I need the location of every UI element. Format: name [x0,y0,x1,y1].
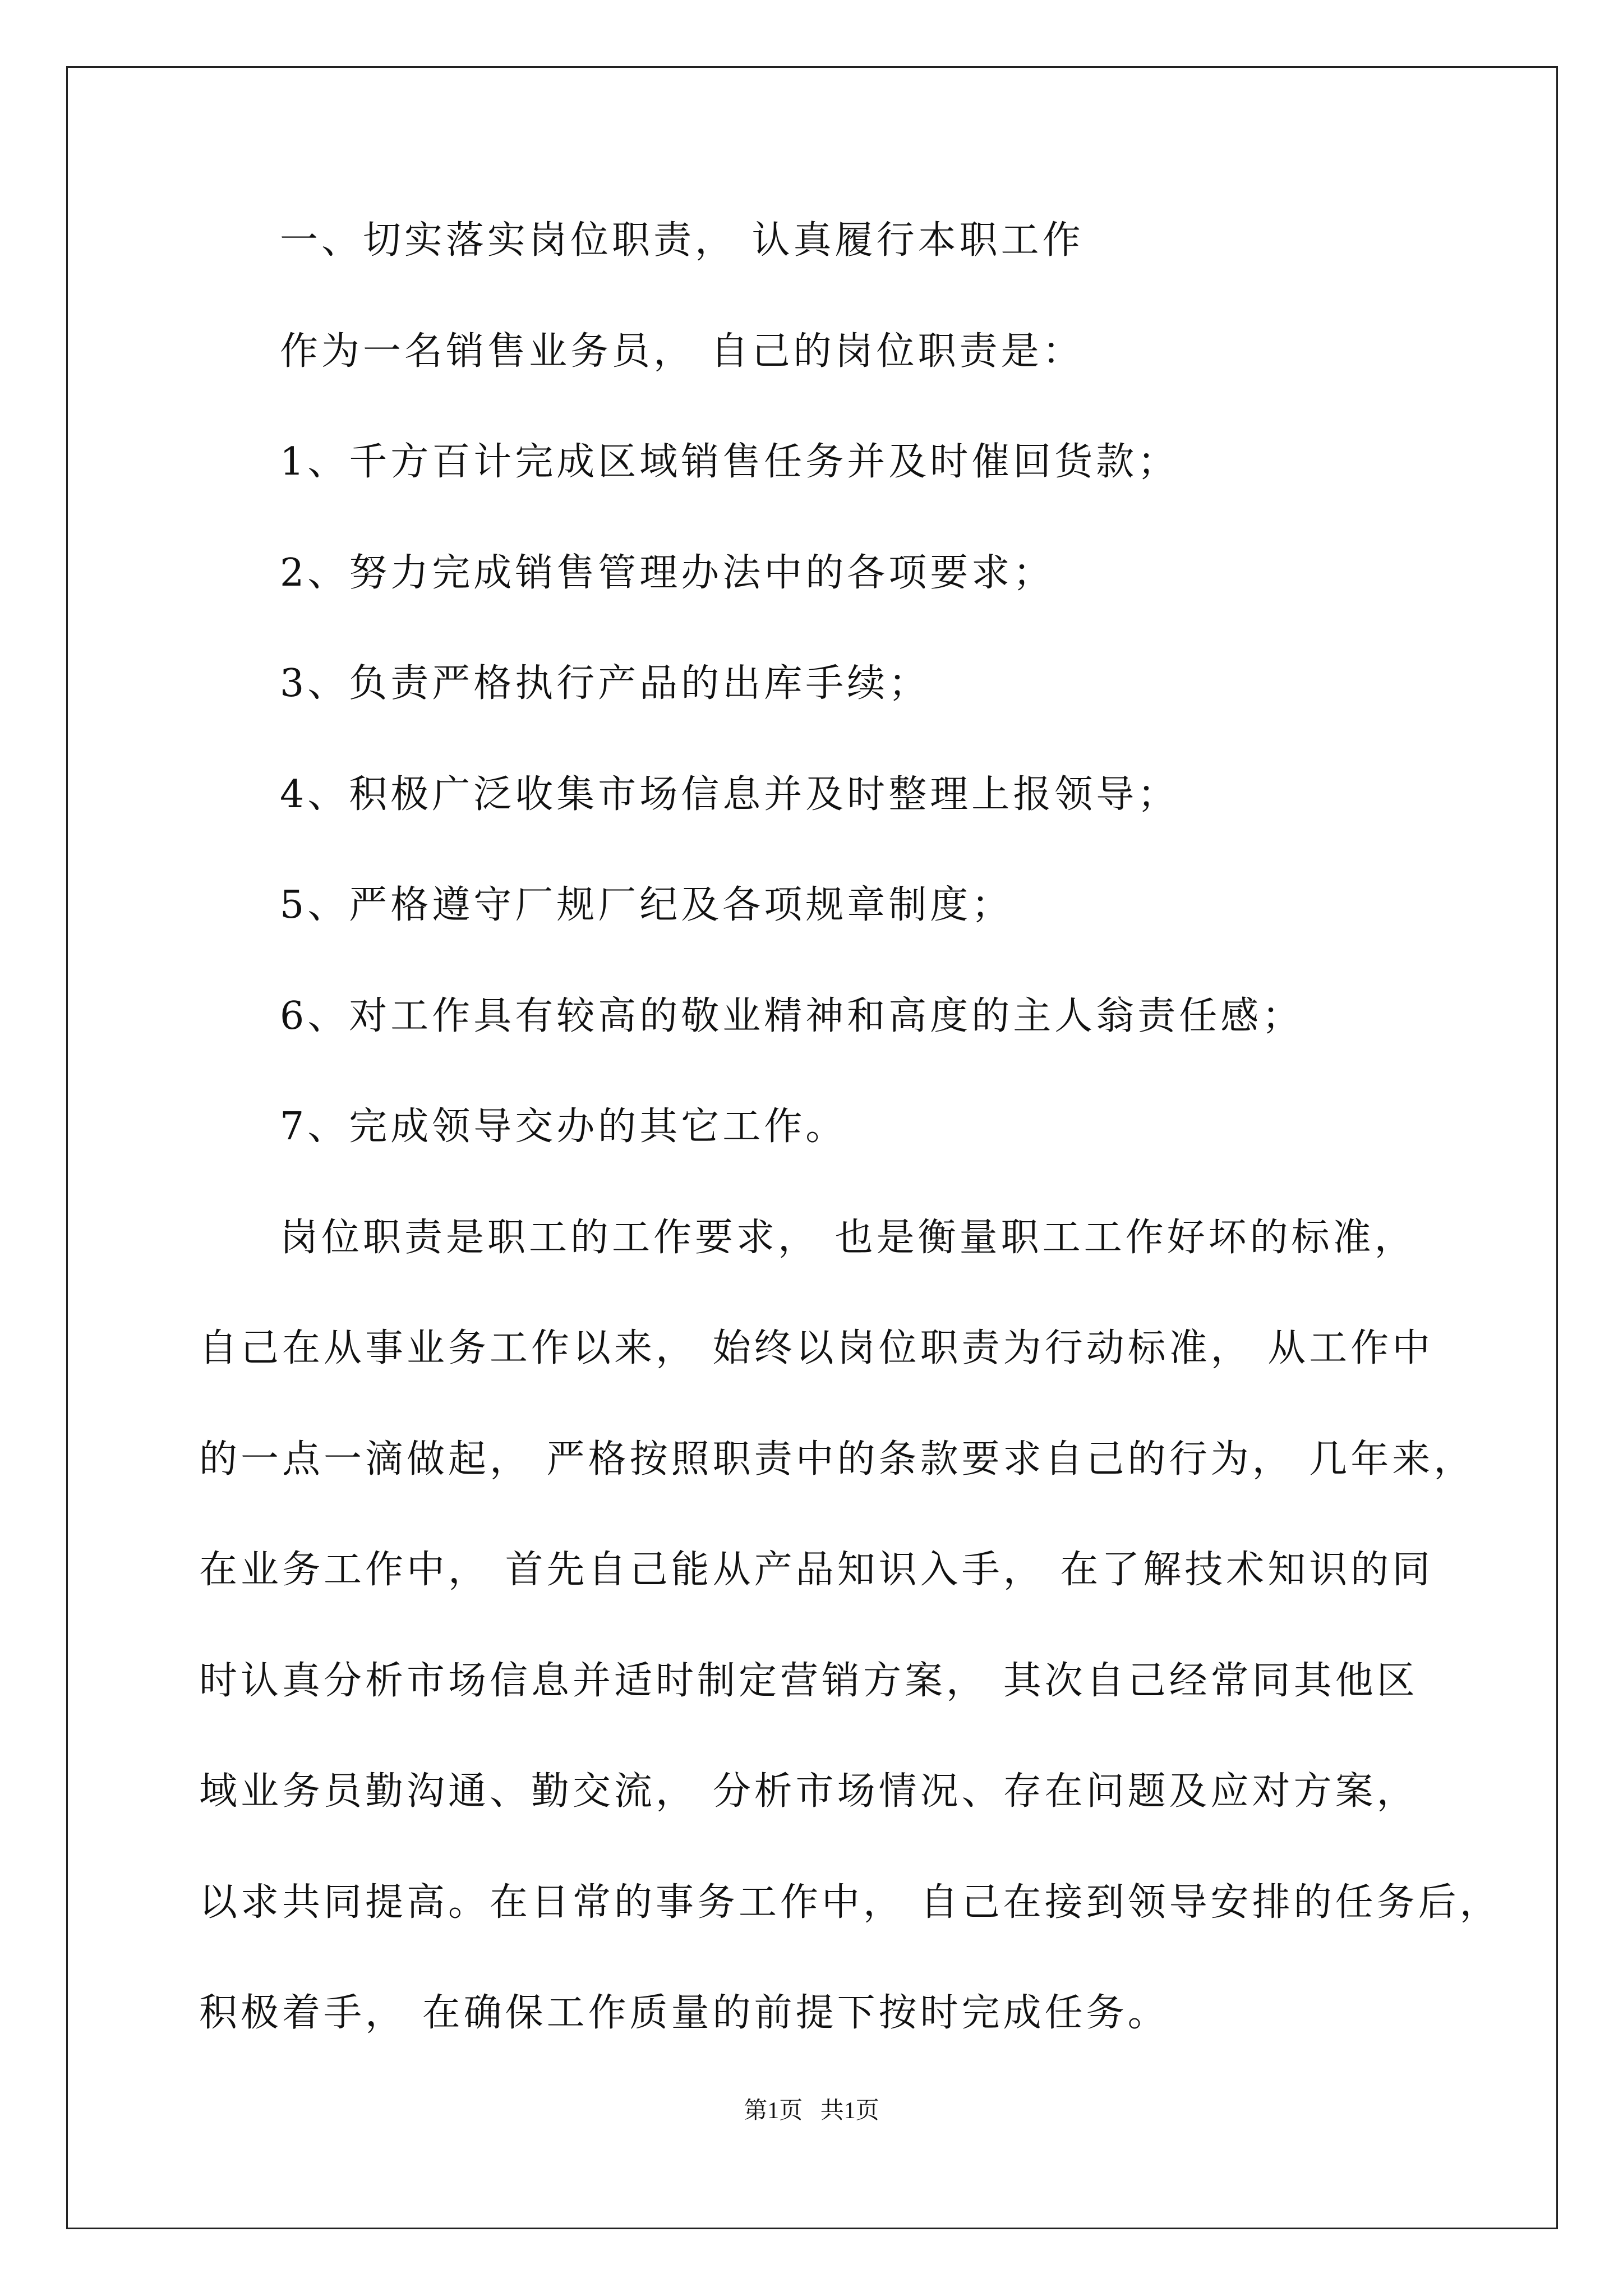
paragraph-line: 的一点一滴做起， 严格按照职责中的条款要求自己的行为， 几年来， [199,1437,1476,1481]
duty-item-4: 4、积极广泛收集市场信息并及时整理上报领导； [280,772,1179,817]
paragraph-line: 域业务员勤沟通、勤交流， 分析市场情况、存在问题及应对方案， [199,1769,1418,1814]
duty-item-1: 1、千方百计完成区域销售任务并及时催回货款； [280,440,1179,484]
duty-item-7: 7、完成领导交办的其它工作。 [280,1105,847,1149]
paragraph-line: 自己在从事业务工作以来， 始终以岗位职责为行动标准， 从工作中 [199,1326,1434,1370]
duty-item-3: 3、负责严格执行产品的出库手续； [280,661,930,706]
paragraph-line: 作为一名销售业务员， 自己的岗位职责是： [280,329,1084,374]
paragraph-line: 岗位职责是职工的工作要求， 也是衡量职工工作好坏的标准， [280,1215,1416,1260]
section-heading: 一、切实落实岗位职责， 认真履行本职工作 [280,218,1084,263]
paragraph-line: 在业务工作中， 首先自己能从产品知识入手， 在了解技术知识的同 [199,1548,1434,1592]
page-footer [0,2099,1623,2123]
page-number: 第1页 共1页 [744,2098,879,2124]
paragraph-line: 积极着手， 在确保工作质量的前提下按时完成任务。 [199,1991,1169,2035]
document-body [199,218,1501,2105]
duty-item-5: 5、严格遵守厂规厂纪及各项规章制度； [280,883,1013,927]
paragraph-line: 以求共同提高。在日常的事务工作中， 自己在接到领导安排的任务后， [199,1880,1501,1925]
duty-item-2: 2、努力完成销售管理办法中的各项要求； [280,550,1055,595]
paragraph-line: 时认真分析市场信息并适时制定营销方案， 其次自己经常同其他区 [199,1658,1418,1703]
duty-item-6: 6、对工作具有较高的敬业精神和高度的主人翁责任感； [280,993,1304,1038]
